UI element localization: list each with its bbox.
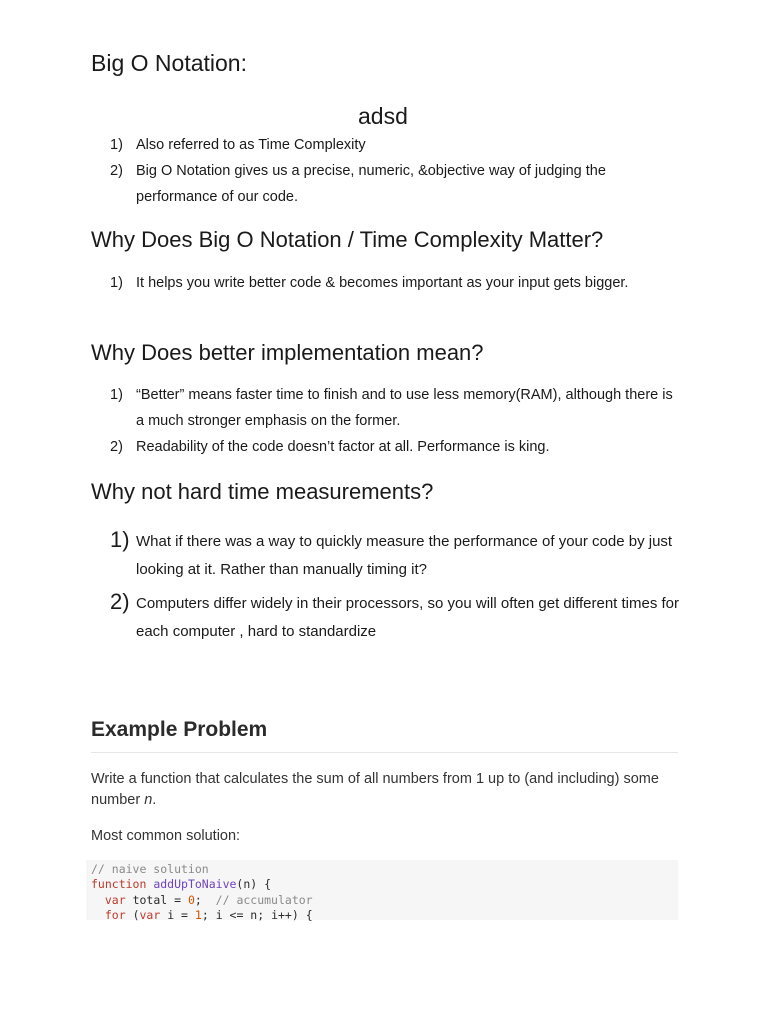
code-text: ; — [194, 892, 216, 907]
list-number: 2) — [110, 589, 130, 614]
list-item — [110, 132, 680, 158]
code-line — [91, 877, 678, 892]
list-text: Big O Notation gives us a precise, numeric, &objective way of judging the performance of our code. — [136, 163, 606, 205]
description-text: Write a function that calculates the sum of all numbers from 1 up to (and including) some number — [91, 771, 659, 808]
description-variable: n — [144, 792, 153, 808]
list-text: Also referred to as Time Complexity — [136, 137, 366, 153]
code-keyword: var — [139, 907, 161, 922]
code-block — [86, 860, 678, 920]
page-title: Big O Notation: — [91, 50, 247, 76]
list-number: 2) — [110, 163, 123, 179]
matter-list — [110, 270, 680, 296]
measure-list — [110, 528, 680, 646]
code-function-name: addUpToNaive — [153, 877, 237, 892]
code-line — [91, 893, 678, 908]
code-line — [91, 908, 678, 923]
solution-label: Most common solution: — [91, 828, 241, 844]
list-text: It helps you write better code & becomes important as your input gets bigger. — [136, 275, 629, 291]
section-heading-matter: Why Does Big O Notation / Time Complexity Matter? — [91, 227, 604, 252]
code-text: ( — [125, 907, 140, 922]
description-suffix: . — [152, 792, 157, 808]
code-comment: // naive solution — [91, 862, 209, 876]
section-heading-better: Why Does better implementation mean? — [91, 340, 484, 365]
example-heading: Example Problem — [91, 718, 268, 741]
code-text: ; i <= n; i++) { — [201, 907, 313, 922]
code-line — [91, 862, 678, 877]
list-item — [110, 270, 680, 296]
list-number: 1) — [110, 275, 123, 291]
list-item — [110, 528, 680, 584]
list-number: 1) — [110, 137, 123, 153]
intro-list — [110, 132, 680, 210]
list-number: 1) — [110, 527, 130, 552]
list-text: Readability of the code doesn’t factor at all. Performance is king. — [136, 439, 550, 455]
divider — [91, 752, 678, 753]
subtitle: adsd — [358, 103, 408, 129]
code-keyword: var — [104, 892, 126, 907]
list-item — [110, 434, 680, 460]
list-text: “Better” means faster time to finish and to use less memory(RAM), although there is a much stronger emphasis on the former. — [136, 387, 673, 429]
code-number: 0 — [187, 892, 195, 907]
code-text: i = — [160, 907, 195, 922]
code-number: 1 — [194, 907, 202, 922]
code-comment: // accumulator — [215, 892, 313, 907]
list-item — [110, 382, 680, 434]
list-item — [110, 590, 680, 646]
list-number: 1) — [110, 387, 123, 403]
list-number: 2) — [110, 439, 123, 455]
example-description — [91, 769, 671, 811]
code-text: (n) { — [236, 877, 272, 892]
better-list — [110, 382, 680, 460]
section-heading-measure: Why not hard time measurements? — [91, 479, 434, 504]
code-text: total = — [125, 892, 188, 907]
code-keyword: for — [104, 907, 126, 922]
list-item — [110, 158, 680, 210]
code-keyword: function — [91, 877, 147, 892]
list-text: Computers differ widely in their processors, so you will often get different times for each computer , hard to standardize — [136, 595, 680, 640]
list-text: What if there was a way to quickly measure the performance of your code by just looking at it. Rather than manually timing it? — [136, 533, 673, 578]
